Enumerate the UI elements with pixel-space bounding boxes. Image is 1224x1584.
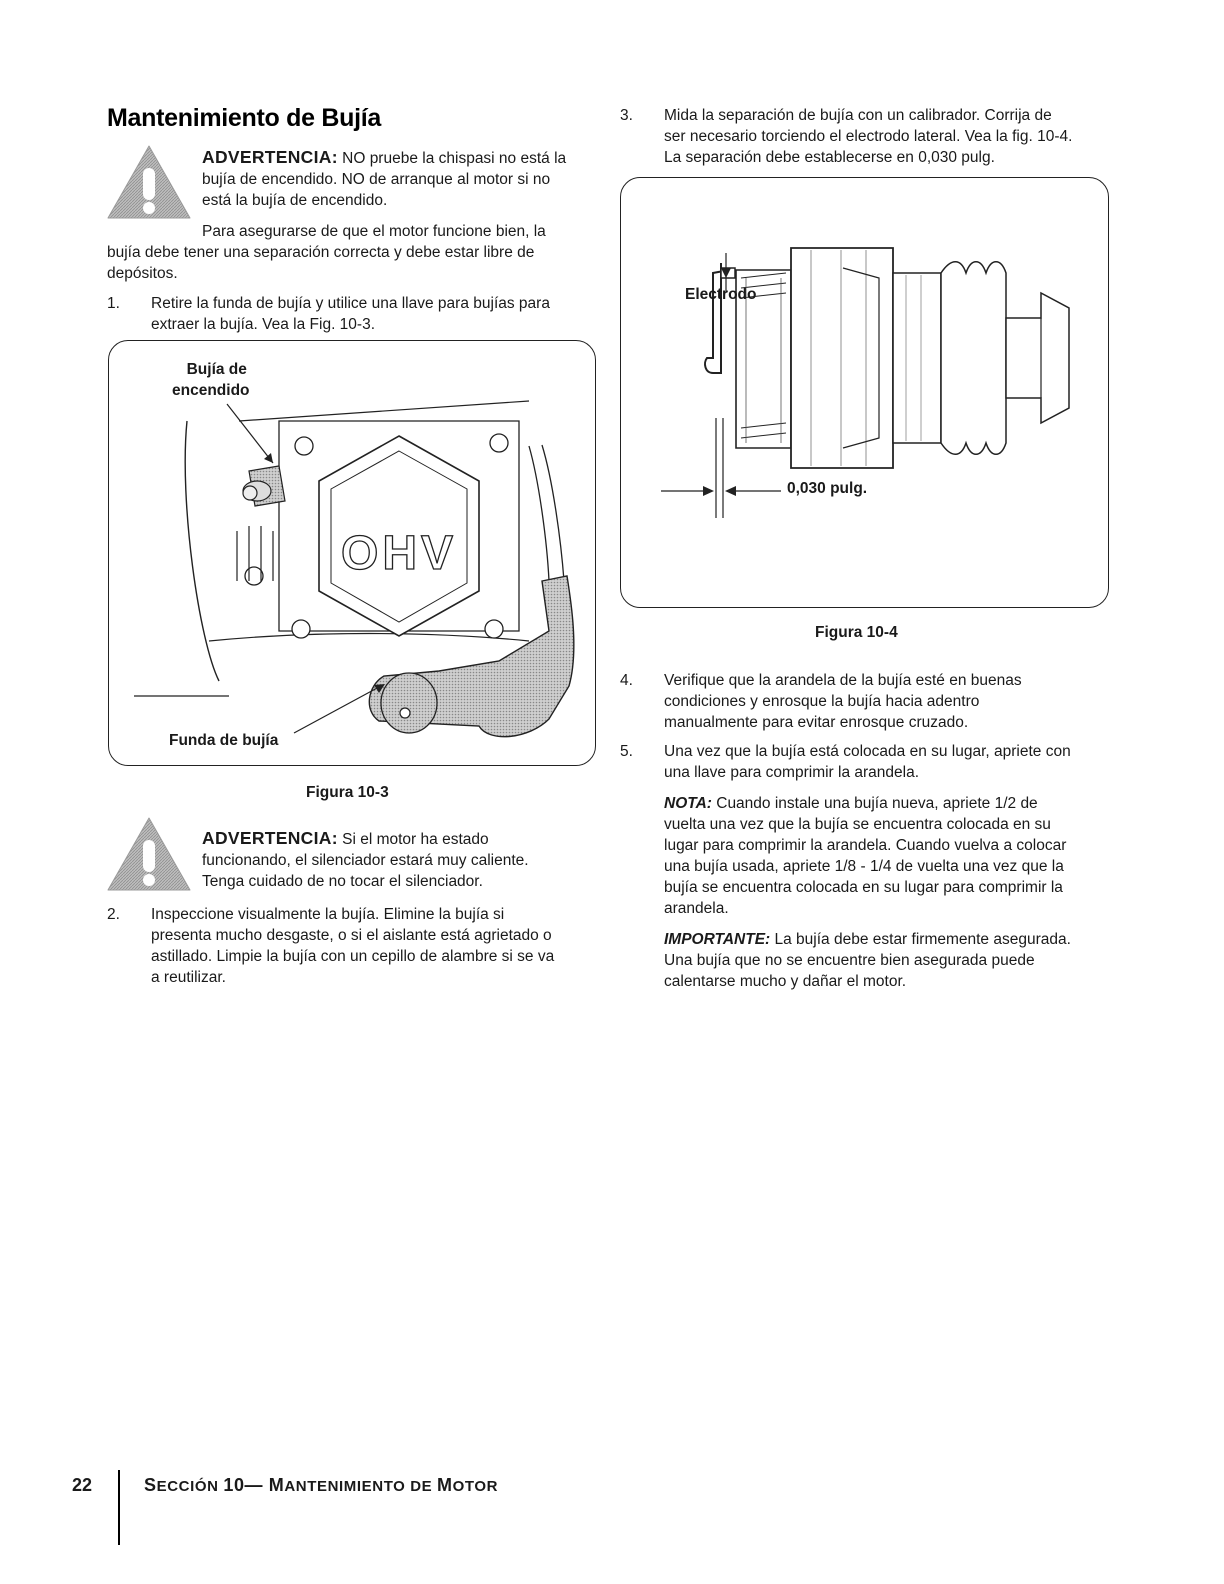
figure-10-3: [108, 340, 596, 766]
step-1-line1: Retire la funda de bujía y utilice una llave para bujías para: [151, 295, 550, 312]
step-3-number: 3.: [620, 107, 633, 124]
important-line2: Una bujía que no se encuentre bien asegurada puede: [664, 952, 1035, 969]
figure-10-4-caption: Figura 10-4: [815, 624, 898, 641]
step-4: [620, 670, 1110, 734]
warning-2: [202, 828, 587, 892]
step-2-line2: presenta mucho desgaste, o si el aislante está agrietado o: [151, 927, 552, 944]
label-gap: 0,030 pulg.: [787, 480, 868, 497]
note-line4: una bujía usada, apriete 1/8 - 1/4 de vuelta una vez que la: [664, 858, 1064, 875]
footer-part-2: ECCIÓN: [156, 1478, 224, 1495]
note-line6: arandela.: [664, 900, 729, 917]
step-2-line4: a reutilizar.: [151, 969, 226, 986]
step-2-line3: astillado. Limpie la bujía con un cepillo de alambre si se va: [151, 948, 555, 965]
step-3: [620, 105, 1110, 169]
warning-2-line1: Si el motor ha estado: [337, 831, 489, 848]
label-spark-plug-boot: Funda de bujía: [169, 732, 279, 749]
step-5-line1: Una vez que la bujía está colocada en su lugar, apriete con: [664, 743, 1071, 760]
figure-10-3-caption: Figura 10-3: [306, 784, 389, 801]
intro-line3: depósitos.: [107, 265, 178, 282]
step-1-line2: extraer la bujía. Vea la Fig. 10-3.: [151, 316, 376, 333]
step-4-number: 4.: [620, 672, 633, 689]
footer-part-6: OTOR: [452, 1478, 499, 1495]
note-line2: vuelta una vez que la bujía se encuentra colocada en su: [664, 816, 1051, 833]
engine-illustration: [109, 341, 595, 765]
page-title: Mantenimiento de Bujía: [107, 104, 381, 132]
spark-plug-gap-illustration: [621, 178, 1108, 607]
warning-1-line2: bujía de encendido. NO de arranque al motor si no: [202, 171, 551, 188]
step-2-line1: Inspeccione visualmente la bujía. Elimine la bujía si: [151, 906, 505, 923]
warning-2-line3: Tenga cuidado de no tocar el silenciador.: [202, 873, 483, 890]
footer-section-title: [144, 1475, 498, 1496]
step-3-line2: ser necesario torciendo el electrodo lateral. Vea la fig. 10-4.: [664, 128, 1073, 145]
note-key: NOTA:: [664, 795, 712, 812]
step-3-line1: Mida la separación de bujía con un calibrador. Corrija de: [664, 107, 1052, 124]
ohv-engraving: OHV: [340, 527, 458, 580]
page-number: 22: [72, 1475, 93, 1495]
step-4-line3: manualmente para evitar enrosque cruzado.: [664, 714, 969, 731]
step-4-line2: condiciones y enrosque la bujía hacia adentro: [664, 693, 980, 710]
step-5-line2: una llave para comprimir la arandela.: [664, 764, 920, 781]
warning-2-line2: funcionando, el silenciador estará muy caliente.: [202, 852, 529, 869]
footer-part-1: S: [144, 1475, 157, 1495]
intro-line1: Para asegurarse de que el motor funcione bien, la: [202, 223, 546, 240]
note-line3: lugar para comprimir la arandela. Cuando vuelva a colocar: [664, 837, 1067, 854]
warning-1-line3: está la bujía de encendido.: [202, 192, 388, 209]
step-2-number: 2.: [107, 906, 120, 923]
footer-divider: [118, 1470, 120, 1545]
intro-line2: bujía debe tener una separación correcta y debe estar libre de: [107, 244, 535, 261]
step-5: [620, 741, 1110, 785]
warning-1-head: ADVERTENCIA:: [202, 147, 338, 167]
warning-2-head: ADVERTENCIA:: [202, 828, 338, 848]
step-5-number: 5.: [620, 743, 633, 760]
footer-part-3: 10— M: [223, 1475, 285, 1495]
step-2: [107, 904, 587, 988]
important: [664, 929, 1109, 992]
label-spark-plug: [172, 359, 250, 401]
important-line3: calentarse mucho y dañar el motor.: [664, 973, 907, 990]
warning-1-line1: NO pruebe la chispasi no está la: [337, 150, 567, 167]
step-4-line1: Verifique que la arandela de la bujía esté en buenas: [664, 672, 1022, 689]
step-3-line3: La separación debe establecerse en 0,030 pulg.: [664, 149, 995, 166]
note-line5: bujía se encuentra colocada en su lugar para comprimir la: [664, 879, 1063, 896]
warning-triangle-icon: [105, 814, 193, 894]
step-1-number: 1.: [107, 295, 120, 312]
important-line1: La bujía debe estar firmemente asegurada.: [770, 931, 1071, 948]
warning-1: [202, 147, 587, 211]
label-spark-plug-line1: Bujía de: [186, 361, 247, 378]
figure-10-4: [620, 177, 1109, 608]
warning-triangle-icon: [105, 142, 193, 222]
note: [664, 793, 1109, 919]
footer-part-5: M: [437, 1475, 453, 1495]
step-1: [107, 293, 587, 337]
important-key: IMPORTANTE:: [664, 931, 771, 948]
label-electrode: Electrodo: [685, 286, 757, 303]
label-spark-plug-line2: encendido: [172, 382, 250, 399]
note-line1: Cuando instale una bujía nueva, apriete 1/2 de: [711, 795, 1038, 812]
footer-part-4: ANTENIMIENTO DE: [284, 1478, 438, 1495]
